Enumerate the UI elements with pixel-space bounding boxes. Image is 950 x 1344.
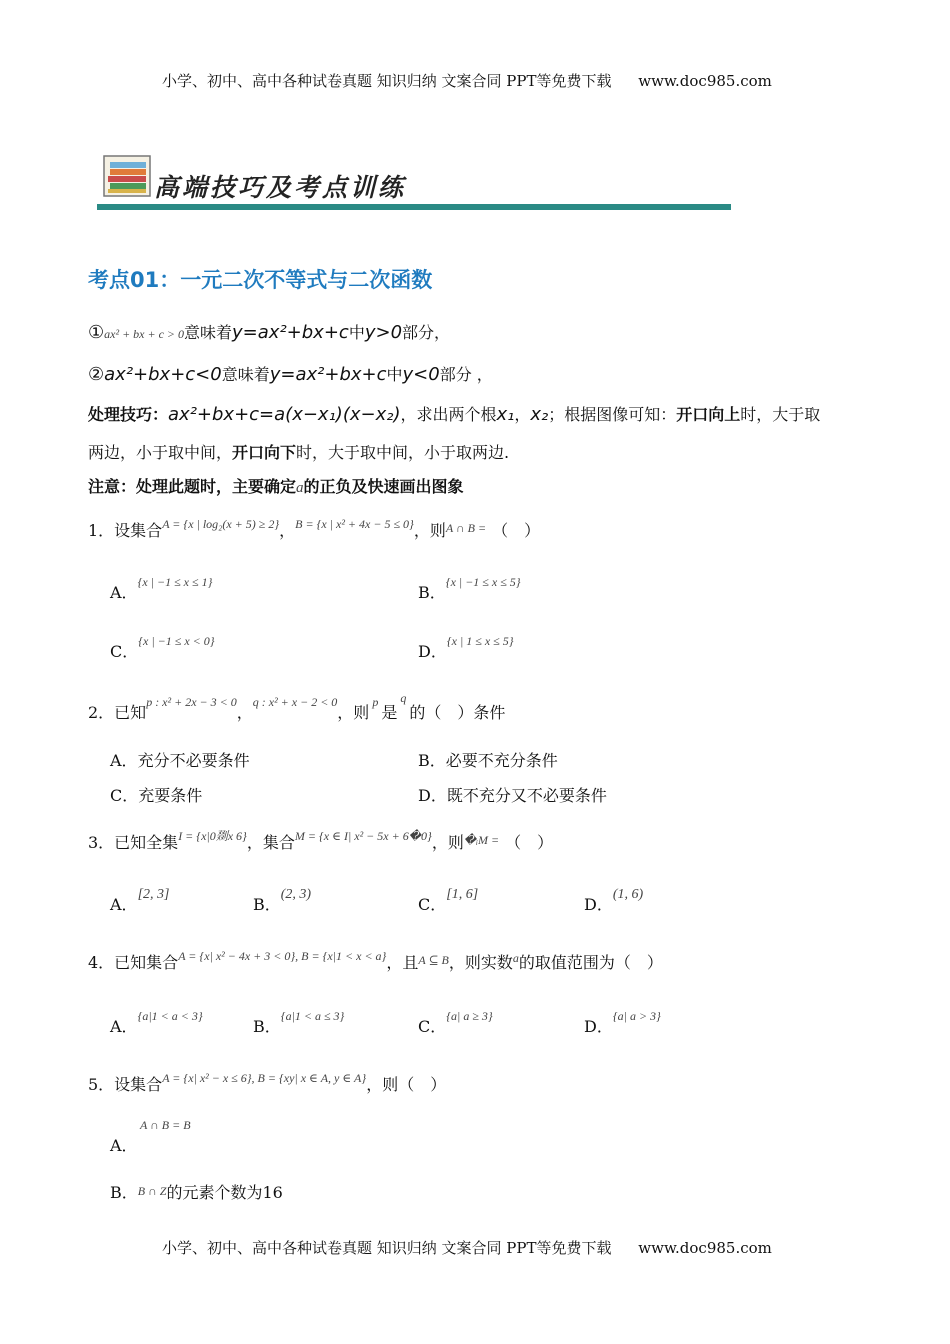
q2-sep: ， [236, 703, 253, 722]
note-text-a: 注意：处理此题时，主要确定 [88, 477, 297, 496]
tip-text-3: 时，大于取 [740, 405, 821, 424]
tip-text-1: ，求出两个根 [400, 405, 497, 424]
q5-option-a[interactable] [110, 1118, 191, 1156]
q3-tail-a: ，则 [431, 833, 464, 852]
header-text: 小学、初中、高中各种试卷真题 知识归纳 文案合同 PPT等免费下载 [162, 72, 612, 90]
rule-2-num: ② [88, 364, 105, 385]
rule-1-end: 部分， [402, 323, 451, 342]
q1-tail-b: （ ） [492, 521, 541, 540]
option-text: 必要不充分条件 [445, 751, 558, 770]
header-url[interactable]: www.doc985.com [638, 72, 772, 90]
option-math: {x | −1 ≤ x ≤ 5} [445, 575, 521, 589]
footer-text: 小学、初中、高中各种试卷真题 知识归纳 文案合同 PPT等免费下载 [162, 1239, 612, 1257]
q4-tail-c: 的取值范围为（ ） [518, 953, 663, 972]
q4-option-d[interactable] [584, 1002, 661, 1036]
tip-line2-a: 两边，小于取中间， [88, 443, 233, 462]
tip-line2-b: 时，大于取中间，小于取两边. [296, 443, 510, 462]
option-math: (2, 3) [280, 887, 312, 902]
tip-line-1 [88, 402, 820, 425]
q2-q: q [400, 691, 407, 705]
q3-sep: ，集合 [246, 833, 295, 852]
tip-comma: ， [514, 405, 531, 424]
option-label: A． [110, 583, 138, 602]
q1-math-a: A = {x | log₂(x + 5) ≥ 2} [162, 517, 280, 531]
q5-num: 5．设集合 [88, 1075, 163, 1094]
option-label: A． [110, 751, 138, 770]
note-var: a [296, 480, 304, 496]
q1-option-c[interactable] [110, 627, 215, 661]
q4-tail-a: ，且 [386, 953, 419, 972]
rule-2-cond: y<0 [402, 364, 440, 385]
question-4 [88, 950, 663, 973]
option-math: {x | −1 ≤ x ≤ 1} [137, 575, 213, 589]
books-icon [102, 154, 154, 198]
q3-num: 3．已知全集 [88, 833, 179, 852]
option-label: B． [253, 895, 281, 914]
tip-up-label: 开口向上 [676, 405, 741, 424]
option-label: A． [110, 1017, 138, 1036]
rule-1-math: ax² + bx + c > 0 [104, 327, 185, 341]
note [88, 474, 464, 497]
q3-option-d[interactable] [584, 880, 644, 914]
option-math: {x | 1 ≤ x ≤ 5} [446, 634, 514, 648]
option-label: B． [418, 751, 446, 770]
q2-tail-b: 的（ ）条件 [409, 703, 506, 722]
option-label: D． [584, 1017, 613, 1036]
question-5 [88, 1072, 446, 1095]
q1-sep: ， [279, 521, 296, 540]
q1-option-a[interactable] [110, 568, 213, 602]
option-text: 既不充分又不必要条件 [446, 786, 607, 805]
q4-tail-b: ，则实数 [448, 953, 513, 972]
rule-2-end: 部分 ， [439, 365, 493, 384]
option-math: A ∩ B = B [140, 1118, 191, 1132]
option-label: B． [110, 1183, 138, 1202]
page-footer [162, 1237, 772, 1258]
option-math: B ∩ Z [137, 1184, 167, 1198]
rule-2-mid: 意味着 [221, 365, 270, 384]
banner-underline [97, 204, 731, 210]
option-math: {a|1 < a < 3} [137, 1009, 203, 1023]
question-2 [88, 691, 506, 723]
option-math: (1, 6) [612, 887, 644, 902]
option-text: 充要条件 [138, 786, 203, 805]
option-label: B． [253, 1017, 281, 1036]
rule-1-mid2: 中 [348, 323, 365, 342]
q5-tail-a: ，则（ ） [366, 1075, 447, 1094]
q2-is: 是 [381, 703, 398, 722]
option-label: C． [418, 895, 447, 914]
q4-var: a [512, 951, 519, 965]
q3-math-b: M = {x ∈ I| x² − 5x + 6�0} [294, 829, 432, 843]
tip-formula: ax²+bx+c=a(x−x₁)(x−x₂) [168, 404, 401, 425]
section-title: 考点01：一元二次不等式与二次函数 [88, 268, 433, 292]
option-label: D． [418, 786, 447, 805]
option-label: C． [418, 1017, 447, 1036]
rule-1 [88, 320, 450, 343]
tip-x1: x₁ [496, 404, 515, 425]
q1-tail-a: ，则 [413, 521, 446, 540]
q3-option-c[interactable] [418, 880, 479, 914]
option-text: 充分不必要条件 [137, 751, 250, 770]
tip-x2: x₂ [530, 404, 549, 425]
footer-url[interactable]: www.doc985.com [638, 1239, 772, 1257]
rule-1-mid: 意味着 [184, 323, 233, 342]
q1-tail-math: A ∩ B = [445, 521, 487, 535]
tip-label: 处理技巧： [88, 405, 169, 424]
q4-num: 4．已知集合 [88, 953, 179, 972]
tip-down-label: 开口向下 [232, 443, 297, 462]
rule-1-num: ① [88, 322, 105, 343]
q1-option-d[interactable] [418, 627, 514, 661]
option-label: D． [418, 642, 447, 661]
option-math: {a| a ≥ 3} [446, 1009, 493, 1023]
rule-1-expr: y=ax²+bx+c [232, 322, 349, 343]
option-math: {x | −1 ≤ x < 0} [138, 634, 215, 648]
option-math: [2, 3] [137, 887, 170, 902]
q2-math-a: p : x² + 2x − 3 < 0 [146, 695, 237, 709]
banner [100, 152, 740, 212]
q2-option-b[interactable] [418, 748, 558, 771]
q2-num: 2．已知 [88, 703, 147, 722]
q3-tail-b: （ ） [505, 833, 554, 852]
option-math: {a| a > 3} [612, 1009, 661, 1023]
rule-2-expr: y=ax²+bx+c [269, 364, 387, 385]
q4-tail-math: A ⊆ B [418, 953, 449, 967]
q4-option-c[interactable] [418, 1002, 493, 1036]
rule-2 [88, 362, 493, 385]
option-math: {a|1 < a ≤ 3} [280, 1009, 345, 1023]
q3-math-a: I = {x|0剟x 6} [178, 829, 247, 843]
q4-option-a[interactable] [110, 1002, 203, 1036]
option-label: A． [110, 1136, 138, 1155]
q4-math-a: A = {x| x² − 4x + 3 < 0}, B = {x|1 < x < a} [178, 949, 387, 963]
option-label: A． [110, 895, 138, 914]
option-text: 的元素个数为16 [166, 1183, 283, 1202]
banner-title: 高端技巧及考点训练 [154, 173, 407, 202]
q1-num: 1．设集合 [88, 521, 163, 540]
q4-option-b[interactable] [253, 1002, 345, 1036]
question-1 [88, 518, 540, 541]
rule-1-cond: y>0 [364, 322, 403, 343]
q3-option-a[interactable] [110, 880, 170, 914]
question-3 [88, 830, 553, 853]
option-math: [1, 6] [446, 887, 479, 902]
page-header [162, 70, 772, 91]
tip-text-2: ；根据图像可知： [548, 405, 677, 424]
q1-option-b[interactable] [418, 568, 521, 602]
tip-line-2 [88, 440, 509, 463]
option-label: D． [584, 895, 613, 914]
option-label: B． [418, 583, 446, 602]
q3-option-b[interactable] [253, 880, 312, 914]
q2-math-b: q : x² + x − 2 < 0 [252, 695, 338, 709]
q3-tail-math: �ᵢM = [463, 833, 500, 847]
q2-option-d[interactable] [418, 783, 607, 806]
q2-tail-a: ，则 [337, 703, 370, 722]
q5-math-a: A = {x| x² − x ≤ 6}, B = {xy| x ∈ A, y ∈ A} [162, 1071, 367, 1085]
q1-math-b: B = {x | x² + 4x − 5 ≤ 0} [295, 517, 414, 531]
q2-option-c[interactable] [110, 783, 202, 806]
option-label: C． [110, 642, 139, 661]
q5-option-b[interactable] [110, 1180, 283, 1203]
q2-option-a[interactable] [110, 748, 250, 771]
rule-2-mid2: 中 [386, 365, 403, 384]
note-text-b: 的正负及快速画出图象 [303, 477, 464, 496]
rule-2-math: ax²+bx+c<0 [104, 364, 222, 385]
q2-p: p [372, 695, 379, 709]
option-label: C． [110, 786, 139, 805]
